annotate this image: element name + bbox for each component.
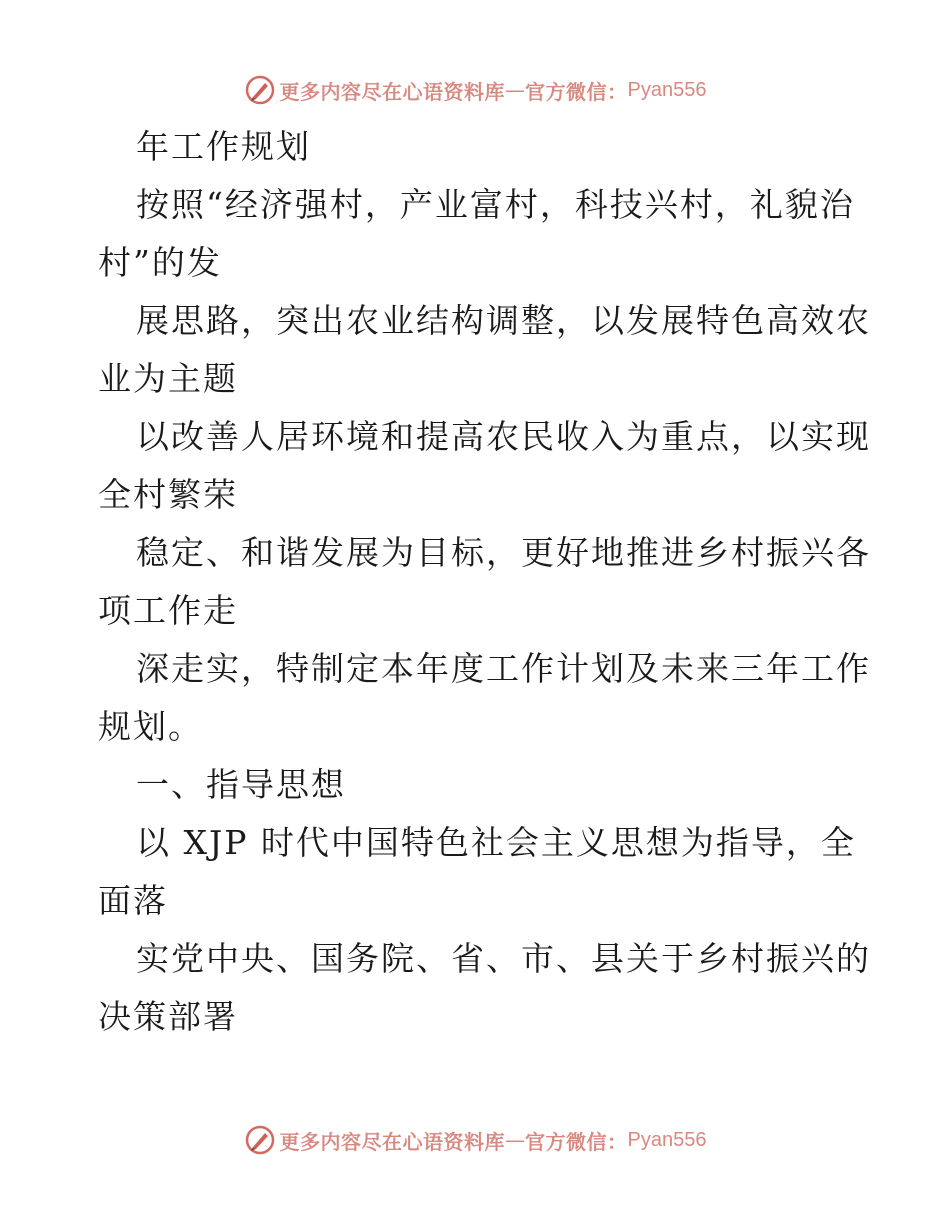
text-line: 以改善人居环境和提高农民收入为重点，以实现: [136, 417, 871, 456]
watermark-label: 官方微信：: [525, 1129, 628, 1154]
text-line: 深走实，特制定本年度工作计划及未来三年工作: [136, 649, 871, 688]
text-line: 全村繁荣: [98, 475, 238, 514]
text-line: 展思路，突出农业结构调整，以发展特色高效农: [136, 301, 871, 340]
watermark-separator: —: [505, 78, 526, 102]
text-line: 项工作走: [98, 591, 238, 630]
watermark-label: 官方微信：: [525, 79, 628, 104]
text-line: 稳定、和谐发展为目标，更好地推进乡村振兴各: [136, 533, 871, 572]
document-body: [98, 118, 871, 1046]
watermark-main-text: 更多内容尽在心语资料库: [279, 1129, 506, 1154]
text-line: 实党中央、国务院、省、市、县关于乡村振兴的: [136, 939, 871, 978]
text-line: 决策部署: [98, 997, 238, 1036]
text-line: 面落: [98, 881, 168, 920]
section-heading: 一、指导思想: [136, 765, 346, 804]
text-line: 规划。: [98, 707, 203, 746]
watermark-wechat-id: Pyan556: [627, 78, 707, 101]
watermark-separator: —: [505, 1128, 526, 1152]
text-line: 村”的发: [98, 243, 222, 282]
watermark-main-text: 更多内容尽在心语资料库: [279, 79, 506, 104]
text-line: 以 XJP 时代中国特色社会主义思想为指导，全: [136, 823, 856, 862]
text-line: 业为主题: [98, 359, 238, 398]
footer-watermark: [0, 1120, 950, 1160]
text-line: 年工作规划: [136, 127, 311, 166]
pen-logo-icon: [244, 1124, 276, 1156]
text-line: 按照“经济强村，产业富村，科技兴村，礼貌治: [136, 185, 855, 224]
pen-logo-icon: [244, 74, 276, 106]
header-watermark: [0, 70, 950, 110]
watermark-wechat-id: Pyan556: [627, 1128, 707, 1151]
